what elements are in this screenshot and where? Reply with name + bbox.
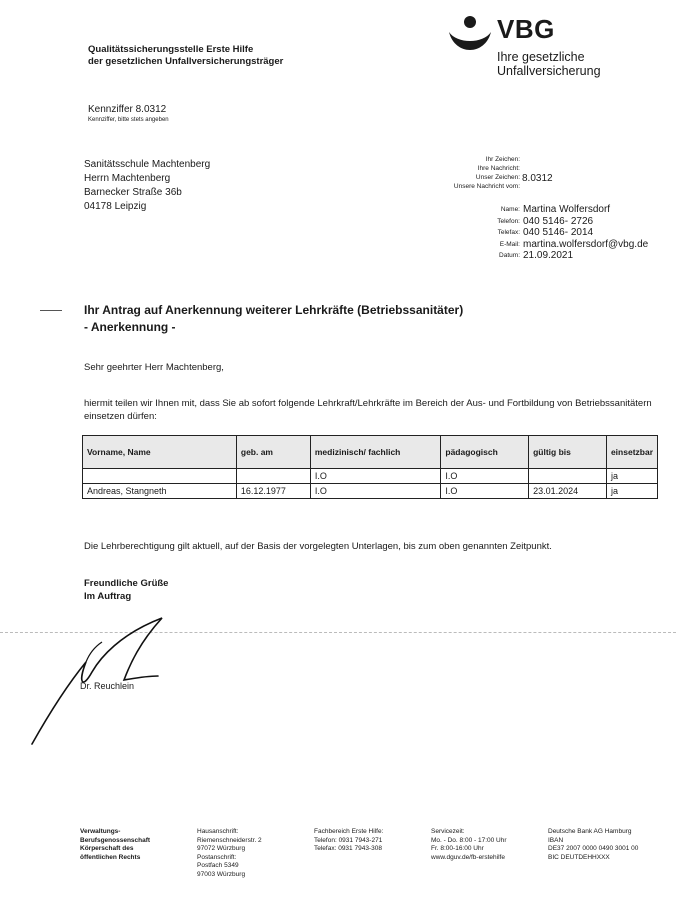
- recipient-line-3: Barnecker Straße 36b: [84, 187, 182, 198]
- subject: [84, 302, 463, 336]
- reference-labels: [430, 155, 520, 191]
- salutation: Sehr geehrter Herr Machtenberg,: [84, 362, 224, 373]
- logo-tagline-2: Unfallversicherung: [497, 64, 601, 78]
- footer-line: Postfach 5349: [197, 862, 239, 869]
- email-label: E-Mail:: [499, 240, 520, 248]
- telefon-label: Telefon:: [497, 217, 520, 225]
- footer-line: Körperschaft des: [80, 845, 134, 852]
- cell-pedagogical: I.O: [441, 469, 529, 484]
- telefax-label: Telefax:: [497, 229, 520, 236]
- header-valid-until: gültig bis: [529, 436, 607, 469]
- footer-line: Deutsche Bank AG Hamburg: [548, 828, 632, 835]
- table-header-row: [83, 436, 658, 469]
- footer-line: Servicezeit:: [431, 828, 465, 835]
- cell-birthdate: 16.12.1977: [236, 484, 310, 499]
- contact-datum-row: [400, 250, 670, 262]
- header-pedagogical: pädagogisch: [441, 436, 529, 469]
- contact-email: martina.wolfersdorf@vbg.de: [523, 238, 649, 250]
- unser-zeichen-label: Unser Zeichen:: [475, 174, 520, 181]
- fold-mark: [40, 310, 62, 311]
- footer-line: Telefax: 0931 7943-308: [314, 845, 382, 852]
- vbg-logo: [447, 14, 647, 84]
- sender-line-1: Qualitätssicherungsstelle Erste Hilfe: [88, 44, 254, 55]
- body-validity: Die Lehrberechtigung gilt aktuell, auf der Basis der vorgelegten Unterlagen, bis zum oben genannten Zeitpunkt.: [84, 541, 552, 552]
- kennziffer-hint: Kennziffer, bitte stets angeben: [88, 117, 169, 123]
- header-usable: einsetzbar: [606, 436, 657, 469]
- cell-valid-until: [529, 469, 607, 484]
- unser-zeichen-value: 8.0312: [522, 173, 553, 184]
- cell-name: [83, 469, 237, 484]
- footer-line: Mo. - Do. 8:00 - 17:00 Uhr: [431, 836, 507, 844]
- table-row: [83, 484, 658, 499]
- name-label: Name:: [500, 206, 520, 213]
- cell-medical: I.O: [310, 469, 441, 484]
- contact-telefax: 040 5146- 2014: [523, 227, 594, 238]
- recipient-line-1: Sanitätsschule Machtenberg: [84, 159, 211, 170]
- body-intro: hiermit teilen wir Ihnen mit, dass Sie ab sofort folgende Lehrkraft/Lehrkräfte im Bereich der Aus- und Fortbildung von Betriebssanitätern einsetzen dürfen:: [84, 398, 652, 422]
- cell-valid-until: 23.01.2024: [529, 484, 607, 499]
- subject-line-1: Ihr Antrag auf Anerkennung weiterer Lehrkräfte (Betriebssanitäter): [84, 303, 464, 317]
- footer-line: öffentlichen Rechts: [80, 853, 141, 861]
- sender-block: [88, 44, 283, 68]
- logo-tagline-1: Ihre gesetzliche: [497, 50, 585, 64]
- footer-line: Hausanschrift:: [197, 828, 239, 835]
- cell-usable: ja: [606, 484, 657, 499]
- logo-tagline: [497, 50, 601, 78]
- recipient-line-2: Herrn Machtenberg: [84, 173, 171, 184]
- recipient-line-4: 04178 Leipzig: [84, 201, 147, 212]
- subject-line-2: - Anerkennung -: [84, 320, 176, 334]
- contact-datum: 21.09.2021: [523, 250, 574, 261]
- footer-col-1: [80, 828, 150, 862]
- cell-usable: ja: [606, 469, 657, 484]
- header-birthdate: geb. am: [236, 436, 310, 469]
- footer-line: Riemenschneiderstr. 2: [197, 836, 262, 844]
- sender-line-2: der gesetzlichen Unfallversicherungsträger: [88, 56, 284, 67]
- closing: [84, 577, 168, 603]
- closing-line-1: Freundliche Grüße: [84, 578, 169, 589]
- footer-col-2: [197, 828, 262, 879]
- table-row: [83, 469, 658, 484]
- recipient-address: [84, 158, 210, 214]
- footer-line: Verwaltungs-: [80, 828, 121, 835]
- kennziffer: [88, 104, 169, 124]
- ihre-nachricht-label: Ihre Nachricht:: [477, 165, 520, 172]
- closing-line-2: Im Auftrag: [84, 591, 132, 602]
- unsere-nachricht-label: Unsere Nachricht vom:: [453, 183, 520, 190]
- header-medical: medizinisch/ fachlich: [310, 436, 441, 469]
- datum-label: Datum:: [499, 252, 520, 259]
- footer-line: BIC DEUTDEHHXXX: [548, 853, 610, 861]
- footer-col-3: [314, 828, 383, 854]
- ihr-zeichen-label: Ihr Zeichen:: [485, 156, 520, 163]
- cell-birthdate: [236, 469, 310, 484]
- header-name: Vorname, Name: [83, 436, 237, 469]
- footer-line: 97003 Würzburg: [197, 870, 246, 878]
- contact-name: Martina Wolfersdorf: [523, 204, 611, 215]
- contact-telefax-row: [400, 227, 670, 239]
- footer-line: DE37 2007 0000 0490 3001 00: [548, 845, 639, 852]
- cell-pedagogical: I.O: [441, 484, 529, 499]
- contact-name-row: [400, 204, 670, 216]
- contact-email-row: [400, 239, 670, 251]
- cell-medical: I.O: [310, 484, 441, 499]
- footer-line: IBAN: [548, 836, 564, 844]
- signatory-name: Dr. Reuchlein: [80, 681, 135, 691]
- contact-telefon-row: [400, 216, 670, 228]
- footer-line: Fachbereich Erste Hilfe:: [314, 828, 384, 835]
- kennziffer-label: Kennziffer 8.0312: [88, 104, 167, 115]
- contact-block: [400, 204, 670, 262]
- footer-col-4: [431, 828, 507, 862]
- footer-line: 97072 Würzburg: [197, 845, 246, 852]
- teachers-table: [82, 435, 658, 499]
- footer-line: www.dguv.de/fb-erstehilfe: [431, 853, 505, 861]
- footer-line: Berufsgenossenschaft: [80, 836, 151, 844]
- cell-name: Andreas, Stangneth: [83, 484, 237, 499]
- contact-telefon: 040 5146- 2726: [523, 215, 594, 227]
- logo-name: VBG: [497, 14, 555, 44]
- footer-col-5: [548, 828, 638, 862]
- footer-line: Fr. 8:00-16:00 Uhr: [431, 845, 484, 852]
- footer-line: Telefon: 0931 7943-271: [314, 836, 383, 844]
- footer-line: Postanschrift:: [197, 853, 237, 861]
- vbg-logo-mark-icon: [447, 14, 493, 60]
